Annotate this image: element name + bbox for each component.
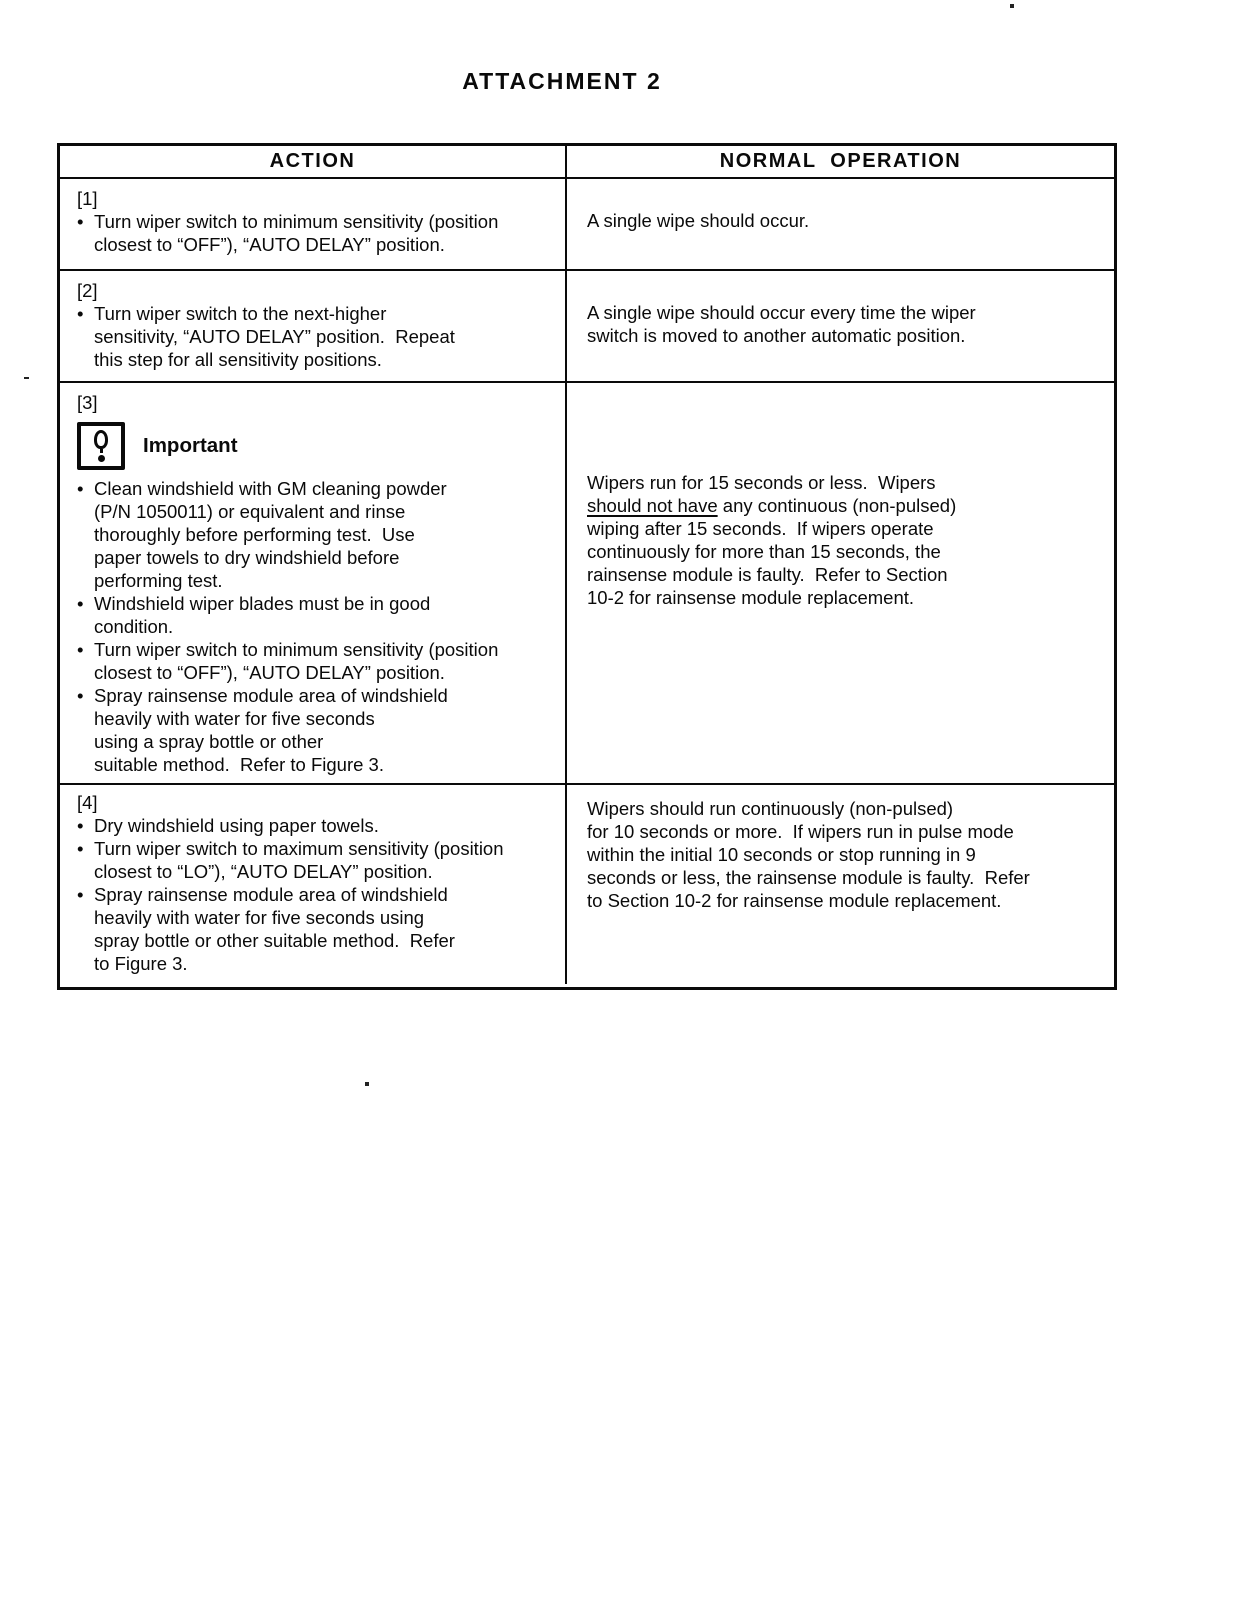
normal-operation-cell-step4 (567, 785, 1114, 984)
table-header-row (60, 146, 1114, 179)
bullet-icon: • (77, 593, 84, 614)
scan-artifact-dot (24, 377, 29, 379)
normal-operation-cell-step2 (567, 271, 1114, 381)
list-item (77, 638, 559, 684)
action-cell-step1 (60, 179, 567, 269)
bullet-text: Dry windshield using paper towels. (94, 815, 379, 836)
bullet-text: Turn wiper switch to minimum sensitivity (position closest to “OFF”), “AUTO DELAY” position. (94, 211, 499, 255)
normal-operation-text: Wipers should run continuously (non-pulsed) for 10 seconds or more. If wipers run in pulse mode within the initial 10 seconds or stop running in 9 seconds or less, the rainsense module is faulty. Refer to Section 10-2 for rainsense module replacement. (587, 798, 1030, 911)
bullet-text: Turn wiper switch to maximum sensitivity (position closest to “LO”), “AUTO DELAY” position. (94, 838, 504, 882)
important-icon (77, 422, 125, 470)
column-header-normal: NORMAL OPERATION (719, 150, 962, 172)
step-label: [1] (77, 188, 98, 209)
bullet-icon: • (77, 838, 84, 859)
action-cell-step3 (60, 383, 567, 783)
bullet-icon: • (77, 685, 84, 706)
bullet-text: Spray rainsense module area of windshield heavily with water for five seconds using a spray bottle or other suitable method. Refer to Figure 3. (94, 685, 448, 775)
normal-operation-text: Wipers run for 15 seconds or less. Wipers should not have any continuous (non-pulsed) wiping after 15 seconds. If wipers operate continuously for more than 15 seconds, the rainsense module is faulty. Refer to Section 10-2 for rainsense module replacement. (587, 472, 957, 608)
normal-operation-cell-step3 (567, 383, 1114, 783)
list-item (77, 883, 559, 975)
list-item (77, 210, 559, 256)
normal-operation-cell-step1 (567, 179, 1114, 269)
bullet-icon: • (77, 884, 84, 905)
step-label: [4] (77, 792, 98, 813)
bullet-text: Windshield wiper blades must be in good condition. (94, 593, 431, 637)
bullet-text: Spray rainsense module area of windshield heavily with water for five seconds using spray bottle or other suitable method. Refer to Figure 3. (94, 884, 455, 974)
bullet-icon: • (77, 478, 84, 499)
step-label: [2] (77, 280, 98, 301)
action-cell-step2 (60, 271, 567, 381)
action-cell-step4 (60, 785, 567, 984)
table-row (60, 785, 1114, 984)
column-header-action: ACTION (60, 146, 567, 177)
table-row (60, 179, 1114, 271)
table-row (60, 383, 1114, 785)
bullet-text: Turn wiper switch to minimum sensitivity (position closest to “OFF”), “AUTO DELAY” position. (94, 639, 499, 683)
list-item (77, 302, 559, 371)
scan-artifact-dot (365, 1082, 369, 1086)
bullet-text: Clean windshield with GM cleaning powder (P/N 1050011) or equivalent and rinse thoroughly before performing test. Use paper towels to dry windshield before performing test. (94, 478, 447, 591)
normal-operation-text: A single wipe should occur. (587, 210, 810, 231)
bullet-icon: • (77, 639, 84, 660)
procedure-table (57, 143, 1117, 990)
list-item (77, 684, 559, 776)
list-item (77, 477, 559, 592)
bullet-icon: • (77, 303, 84, 324)
list-item (77, 592, 559, 638)
list-item (77, 814, 559, 837)
important-label: Important (143, 434, 238, 457)
bullet-icon: • (77, 211, 84, 232)
normal-operation-text: A single wipe should occur every time the wiper switch is moved to another automatic position. (587, 302, 976, 346)
bullet-text: Turn wiper switch to the next-higher sensitivity, “AUTO DELAY” position. Repeat this step for all sensitivity positions. (94, 303, 455, 370)
page-title: ATTACHMENT 2 (462, 68, 662, 94)
step-label: [3] (77, 392, 98, 413)
scan-artifact-dot (1010, 4, 1014, 8)
bullet-icon: • (77, 815, 84, 836)
table-row (60, 271, 1114, 383)
list-item (77, 837, 559, 883)
important-callout (77, 422, 559, 470)
